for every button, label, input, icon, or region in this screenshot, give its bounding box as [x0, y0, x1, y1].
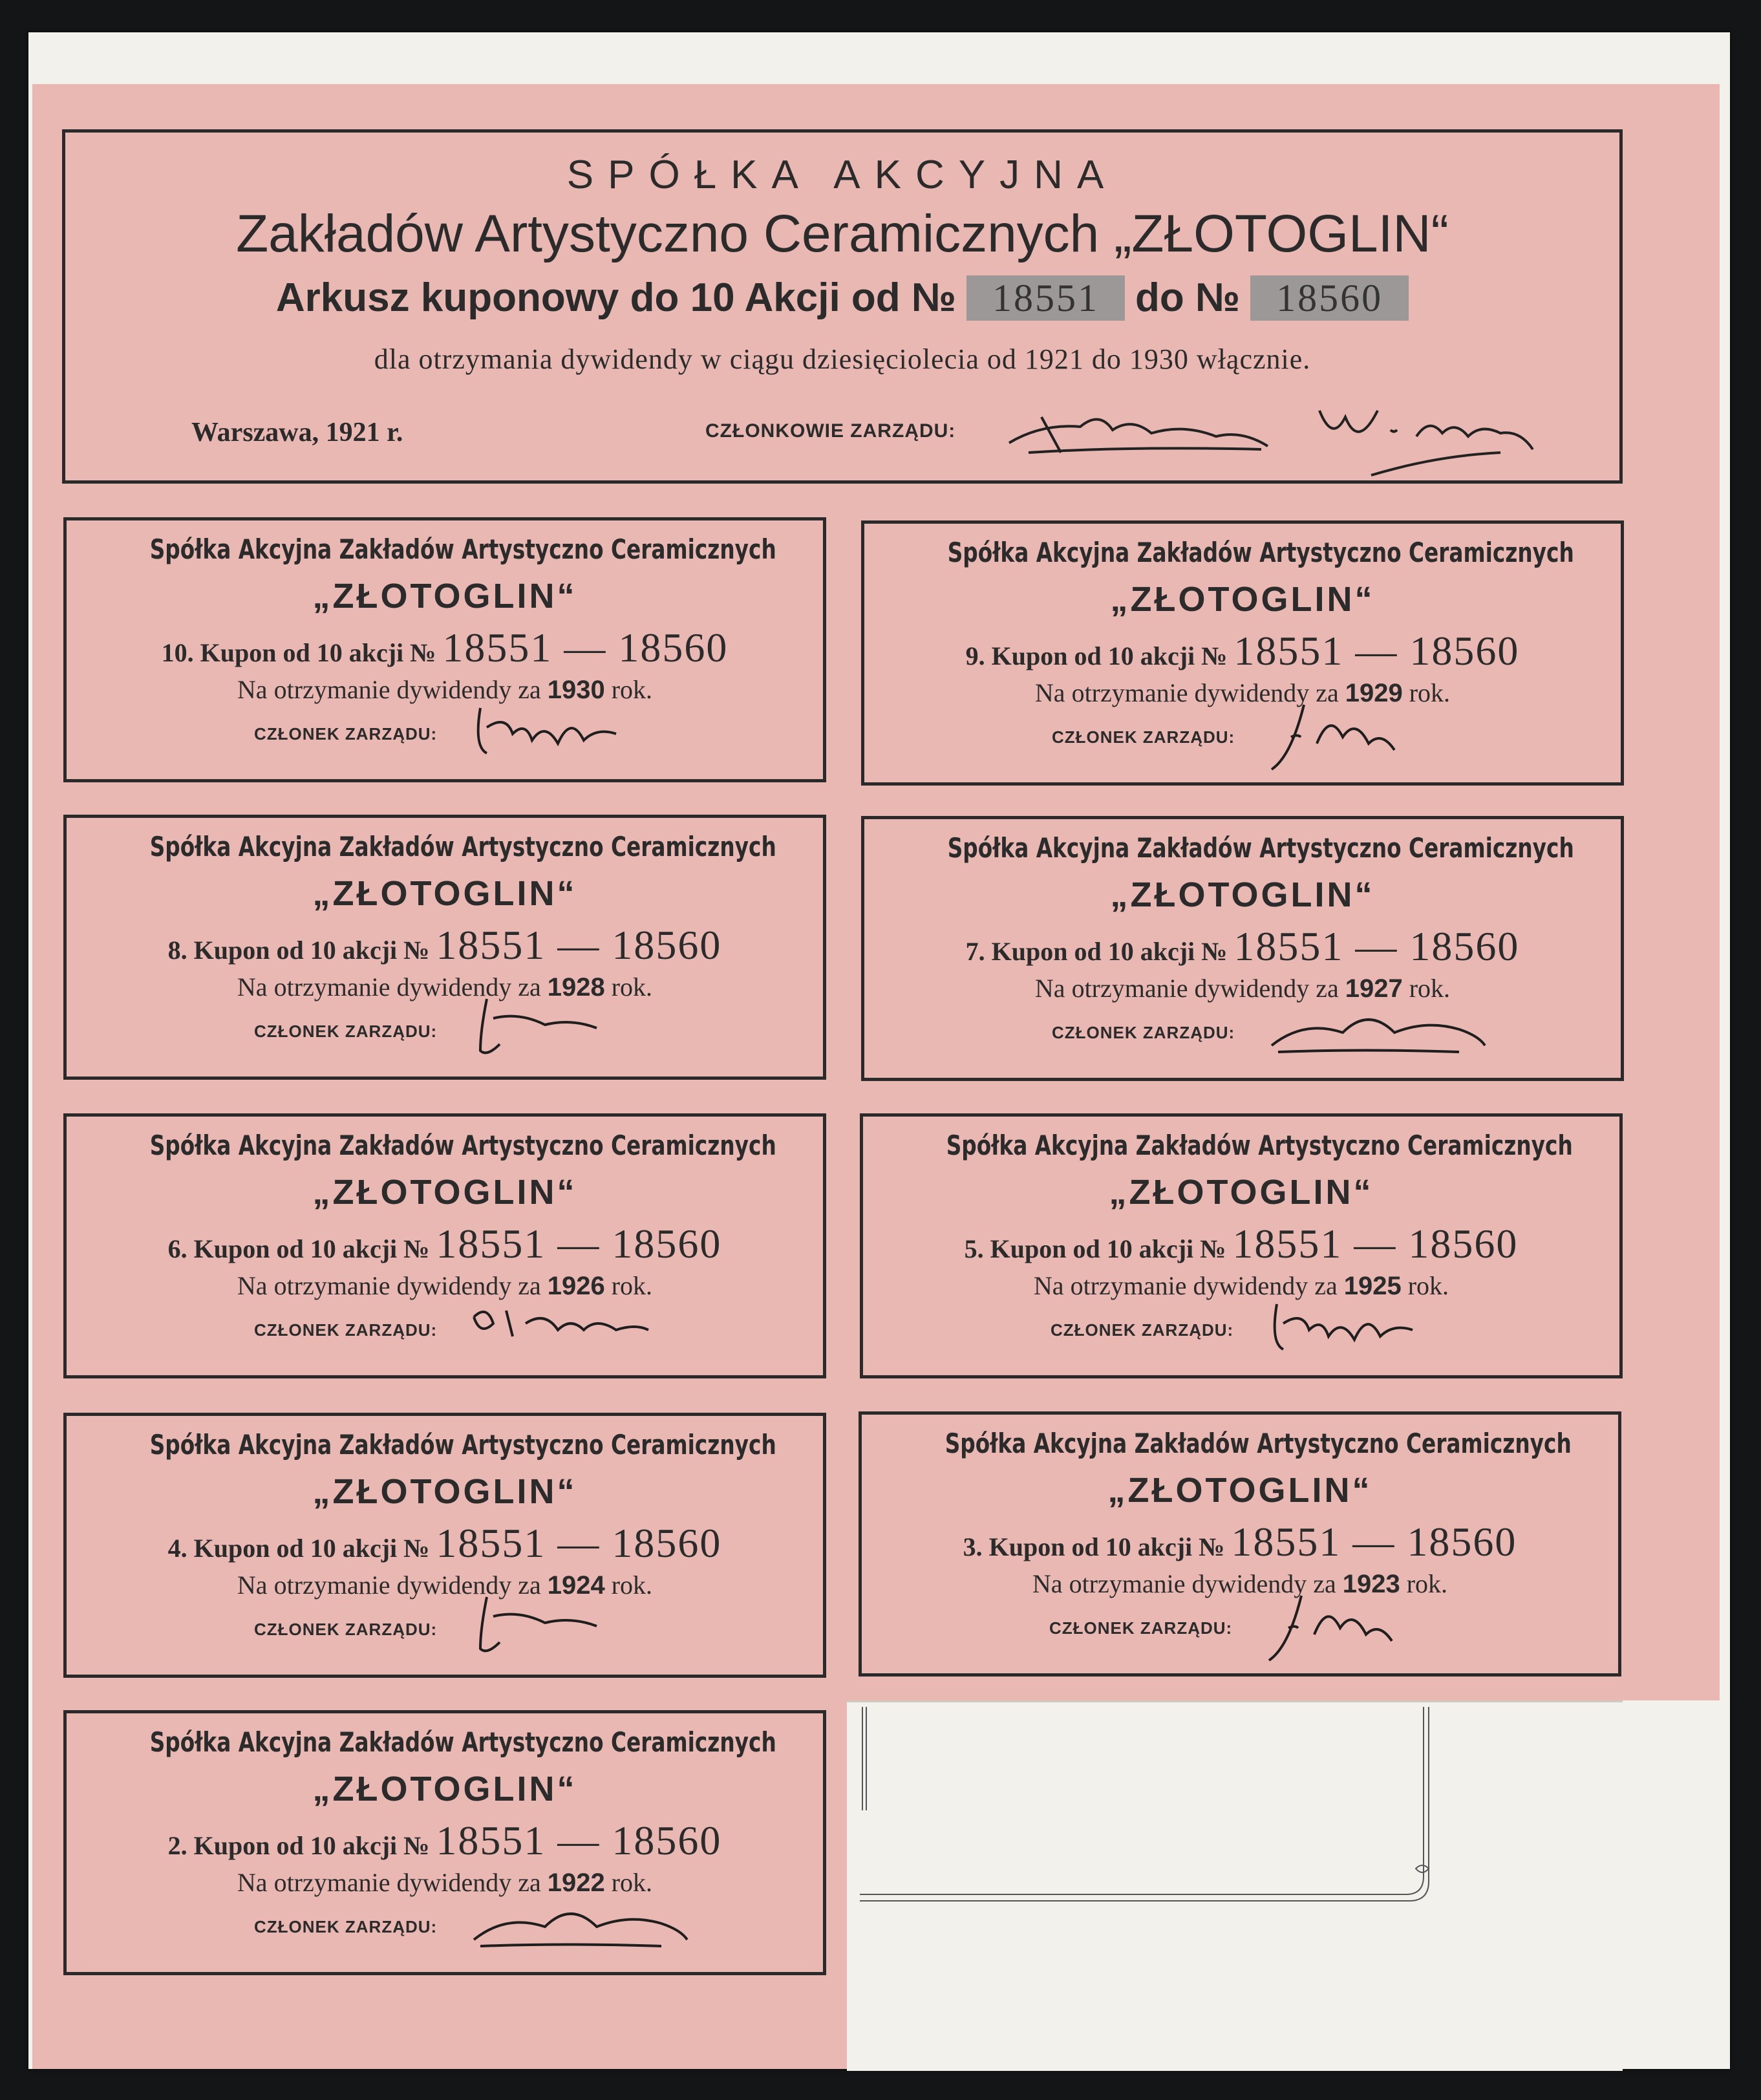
coupon-signature: [1265, 698, 1498, 776]
coupon: [859, 1411, 1621, 1677]
sheet-mid: do №: [1135, 275, 1241, 320]
coupon-dividend-text: Na otrzymanie dywidendy za: [1033, 1271, 1338, 1300]
coupon-signature: [1263, 1589, 1495, 1667]
coupon-board-label: CZŁONEK ZARZĄDU:: [254, 1620, 438, 1639]
coupon: [63, 815, 826, 1080]
coupon: [63, 1113, 826, 1378]
coupon-company: Spółka Akcyjna Zakładów Artystyczno Ceramicznych: [947, 832, 1574, 864]
coupon-label: 8. Kupon od 10 akcji №: [167, 936, 430, 965]
coupon-company: Spółka Akcyjna Zakładów Artystyczno Ceramicznych: [946, 1130, 1573, 1161]
coupon: [63, 1413, 826, 1678]
coupon-brand-name: „ZŁOTOGLIN“: [312, 1173, 577, 1212]
coupon-dividend-line: [864, 973, 1621, 1003]
coupon-rok: rok.: [611, 675, 653, 704]
coupon-dividend-text: Na otrzymanie dywidendy za: [1034, 678, 1339, 707]
board-signature-2: [1307, 391, 1552, 482]
coupon-label: 6. Kupon od 10 akcji №: [167, 1234, 430, 1263]
stub-ornamental-frame: [860, 1707, 1435, 1914]
coupon-year: 1929: [1345, 679, 1403, 707]
header-purpose: dla otrzymania dywidendy w ciągu dziesięciolecia od 1921 do 1930 włącznie.: [374, 343, 1311, 375]
coupon-share-numbers: 18551 — 18560: [442, 625, 729, 670]
coupon-signature: [467, 1888, 700, 1966]
coupon: [63, 517, 826, 782]
coupon-dividend-line: [67, 1867, 823, 1898]
coupon-brand-name: „ZŁOTOGLIN“: [1107, 1471, 1372, 1510]
coupon-label: 4. Kupon od 10 akcji №: [167, 1534, 430, 1563]
coupon-board-label: CZŁONEK ZARZĄDU:: [1052, 1023, 1235, 1042]
coupon-company: Spółka Akcyjna Zakładów Artystyczno Ceramicznych: [947, 537, 1574, 568]
coupon-brand-name: „ZŁOTOGLIN“: [312, 577, 577, 616]
coupon-label: 7. Kupon od 10 akcji №: [965, 937, 1228, 966]
coupon-company: Spółka Akcyjna Zakładów Artystyczno Ceramicznych: [149, 1130, 776, 1161]
number-to-box: 18560: [1250, 275, 1409, 321]
coupon-company: Spółka Akcyjna Zakładów Artystyczno Ceramicznych: [945, 1428, 1572, 1459]
board-signature-1: [1003, 398, 1274, 462]
coupon-board-label: CZŁONEK ZARZĄDU:: [254, 1320, 438, 1340]
coupon-dividend-line: [862, 1569, 1618, 1599]
coupon-dividend-text: Na otrzymanie dywidendy za: [237, 1271, 541, 1300]
coupon-rok: rok.: [611, 1868, 653, 1897]
coupon-dividend-text: Na otrzymanie dywidendy za: [1032, 1569, 1336, 1598]
coupon-signature: [1264, 1291, 1497, 1369]
coupon-year: 1923: [1342, 1570, 1400, 1598]
coupon-board-label: CZŁONEK ZARZĄDU:: [254, 1022, 438, 1041]
coupon-board-label: CZŁONEK ZARZĄDU:: [254, 724, 438, 744]
coupon-share-numbers: 18551 — 18560: [1233, 628, 1520, 674]
coupon: [861, 816, 1624, 1081]
coupon-rok: rok.: [1407, 1271, 1449, 1300]
coupon-rok: rok.: [1406, 1569, 1448, 1598]
coupon-share-numbers: 18551 — 18560: [1233, 923, 1520, 969]
coupon-board-label: CZŁONEK ZARZĄDU:: [1052, 727, 1235, 747]
coupon-share-numbers: 18551 — 18560: [1232, 1221, 1519, 1267]
coupon-brand-name: „ZŁOTOGLIN“: [312, 1770, 577, 1808]
coupon: [860, 1113, 1623, 1378]
coupon-number-line: [862, 1518, 1618, 1566]
coupon-rok: rok.: [1409, 678, 1451, 707]
coupon-label: 5. Kupon od 10 akcji №: [964, 1234, 1226, 1263]
coupon-signature: [467, 1591, 700, 1668]
coupon-rok: rok.: [611, 1570, 653, 1600]
coupon-share-numbers: 18551 — 18560: [436, 1817, 722, 1863]
coupon-signature: [467, 695, 700, 773]
coupon-board-label: CZŁONEK ZARZĄDU:: [1049, 1618, 1233, 1638]
header-title-top: SPÓŁKA AKCYJNA: [566, 153, 1118, 197]
coupon-year: 1924: [547, 1571, 605, 1600]
board-members-label: CZŁONKOWIE ZARZĄDU:: [705, 420, 956, 442]
coupon-year: 1922: [547, 1869, 605, 1897]
coupon-rok: rok.: [611, 972, 653, 1002]
coupon-dividend-text: Na otrzymanie dywidendy za: [237, 972, 541, 1002]
coupon-dividend-line: [863, 1270, 1619, 1301]
coupon-board-label: CZŁONEK ZARZĄDU:: [1051, 1320, 1234, 1340]
coupon-dividend-line: [67, 1570, 823, 1600]
coupon-board-label: CZŁONEK ZARZĄDU:: [254, 1917, 438, 1936]
coupon-label: 10. Kupon od 10 akcji №: [161, 638, 436, 667]
coupon-signature: [467, 1291, 700, 1369]
header-company-name: Zakładów Artystyczno Ceramicznych „ZŁOTOGLIN“: [236, 204, 1449, 263]
header-panel: [62, 129, 1623, 484]
coupon-number-line: [864, 923, 1621, 970]
coupon-number-line: [67, 1817, 823, 1865]
coupon-year: 1928: [547, 973, 605, 1002]
header-sheet-line: [65, 275, 1619, 321]
coupon-brand-name: „ZŁOTOGLIN“: [312, 1472, 577, 1511]
coupon-company: Spółka Akcyjna Zakładów Artystyczno Ceramicznych: [149, 1726, 776, 1758]
number-from-box: 18551: [966, 275, 1125, 321]
coupon-dividend-text: Na otrzymanie dywidendy za: [237, 1570, 541, 1600]
coupon-number-line: [67, 1519, 823, 1567]
coupon-share-numbers: 18551 — 18560: [1231, 1519, 1517, 1565]
coupon-brand-name: „ZŁOTOGLIN“: [1109, 1173, 1374, 1212]
coupon-year: 1925: [1343, 1272, 1402, 1300]
coupon-share-numbers: 18551 — 18560: [436, 1221, 722, 1267]
coupon-dividend-text: Na otrzymanie dywidendy za: [1034, 974, 1339, 1003]
coupon-rok: rok.: [1409, 974, 1451, 1003]
coupon-number-line: [67, 624, 823, 672]
coupon-brand-name: „ZŁOTOGLIN“: [1110, 580, 1375, 619]
sheet-prefix: Arkusz kuponowy do 10 Akcji od №: [275, 275, 956, 320]
coupon-company: Spółka Akcyjna Zakładów Artystyczno Ceramicznych: [149, 831, 776, 862]
coupon-dividend-line: [864, 678, 1621, 708]
coupon-dividend-line: [67, 674, 823, 705]
coupon-number-line: [67, 1220, 823, 1268]
coupon-share-numbers: 18551 — 18560: [436, 1520, 722, 1566]
coupon-share-numbers: 18551 — 18560: [436, 922, 722, 968]
coupon-dividend-text: Na otrzymanie dywidendy za: [237, 1868, 541, 1897]
place-date: Warszawa, 1921 r.: [191, 418, 403, 447]
coupon-year: 1930: [547, 676, 605, 704]
coupon-company: Spółka Akcyjna Zakładów Artystyczno Ceramicznych: [149, 533, 776, 565]
coupon: [63, 1710, 826, 1975]
coupon-number-line: [67, 921, 823, 969]
coupon-brand-name: „ZŁOTOGLIN“: [1110, 875, 1375, 914]
coupon-label: 3. Kupon od 10 akcji №: [963, 1532, 1225, 1561]
coupon-year: 1926: [547, 1272, 605, 1300]
coupon-number-line: [863, 1220, 1619, 1268]
coupon-year: 1927: [1345, 974, 1403, 1003]
coupon-number-line: [864, 627, 1621, 675]
coupon-signature: [467, 992, 700, 1070]
coupon: [861, 520, 1624, 786]
coupon-label: 9. Kupon od 10 akcji №: [965, 641, 1228, 670]
coupon-company: Spółka Akcyjna Zakładów Artystyczno Ceramicznych: [149, 1429, 776, 1461]
coupon-dividend-text: Na otrzymanie dywidendy za: [237, 675, 541, 704]
coupon-dividend-line: [67, 1270, 823, 1301]
coupon-label: 2. Kupon od 10 akcji №: [167, 1831, 430, 1860]
coupon-dividend-line: [67, 972, 823, 1002]
coupon-brand-name: „ZŁOTOGLIN“: [312, 874, 577, 913]
coupon-rok: rok.: [611, 1271, 653, 1300]
coupon-signature: [1265, 994, 1498, 1071]
